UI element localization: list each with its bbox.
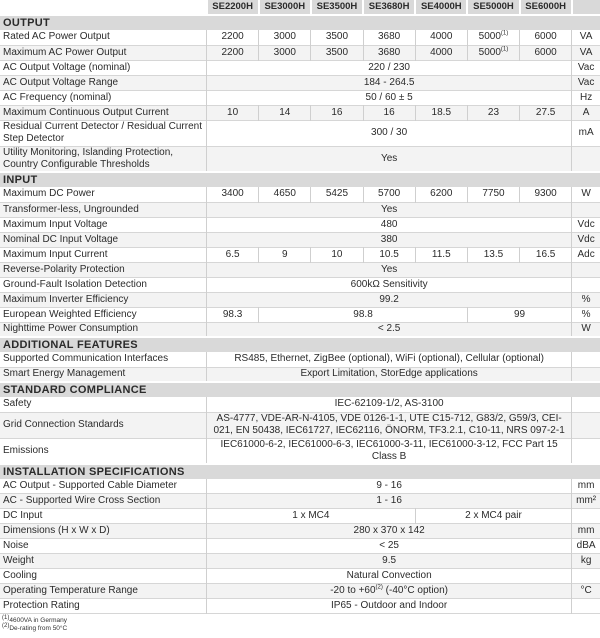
value-cell <box>363 105 415 120</box>
unit-cell <box>572 412 600 438</box>
unit-cell: °C <box>572 584 600 599</box>
value-cell <box>415 30 467 45</box>
value-text: 10.5 <box>379 248 399 260</box>
spec-row <box>0 75 600 90</box>
value-cell <box>259 187 311 202</box>
section-header <box>0 172 600 187</box>
spec-row <box>0 292 600 307</box>
row-label: Dimensions (H x W x D) <box>3 525 110 536</box>
value-text: 1 - 16 <box>376 495 402 506</box>
spec-row <box>0 217 600 232</box>
value-text: Export Limitation, StorEdge applications <box>300 368 478 380</box>
section-header <box>0 337 600 352</box>
unit-cell: VA <box>572 45 600 60</box>
header-blank <box>0 0 207 15</box>
section-header <box>0 382 600 397</box>
section-title: ADDITIONAL FEATURES <box>0 337 600 352</box>
value-suffix: (-40°C option) <box>382 585 449 596</box>
row-label: Maximum Input Voltage <box>3 218 108 230</box>
value-cell <box>415 45 467 60</box>
value-cell <box>311 187 363 202</box>
section-title: STANDARD COMPLIANCE <box>0 382 600 397</box>
unit-cell: W <box>572 187 600 202</box>
spec-row <box>0 187 600 202</box>
value-cell <box>467 247 519 262</box>
spec-row <box>0 105 600 120</box>
unit-cell <box>572 277 600 292</box>
value-text: 2200 <box>221 46 244 58</box>
row-label: Grid Connection Standards <box>3 419 124 430</box>
value-text: 3500 <box>325 46 349 58</box>
value-text: 7750 <box>482 188 505 200</box>
row-label: DC Input <box>3 510 43 521</box>
value-text: 5000 <box>478 46 501 58</box>
value-text: IEC-62109-1/2, AS-3100 <box>334 398 444 410</box>
unit-cell: VA <box>572 30 600 45</box>
value-cell <box>207 569 572 584</box>
unit-cell: W <box>572 322 600 337</box>
value-text: 9.5 <box>382 555 397 566</box>
spec-row <box>0 30 600 45</box>
model-header: SE5000H <box>467 0 519 15</box>
row-label: Utility Monitoring, Islanding Protection, Country Configurable Thresholds <box>3 146 174 170</box>
row-label: Cooling <box>3 570 37 581</box>
footnote <box>2 614 68 625</box>
spec-body <box>0 15 600 614</box>
unit-cell <box>572 569 600 584</box>
value-cell <box>207 367 572 382</box>
value-text: RS485, Ethernet, ZigBee (optional), WiFi (optional), Cellular (optional) <box>234 353 544 365</box>
value-text: 6200 <box>430 188 453 200</box>
row-label: Noise <box>3 540 29 551</box>
value-text: 98.8 <box>353 308 373 320</box>
footnote-ref: (2) <box>375 584 383 591</box>
value-cell <box>259 30 311 45</box>
unit-cell: Hz <box>572 90 600 105</box>
spec-row <box>0 412 600 438</box>
value-cell <box>207 539 572 554</box>
value-text: < 25 <box>379 540 399 551</box>
value-text: 13.5 <box>483 248 504 260</box>
value-text: 3680 <box>377 31 401 43</box>
row-label: Weight <box>3 555 34 566</box>
value-text: 11.5 <box>431 248 451 260</box>
value-text: 10 <box>227 106 239 118</box>
value-cell <box>207 292 572 307</box>
section-title: INSTALLATION SPECIFICATIONS <box>0 464 600 479</box>
model-header-row <box>0 0 600 15</box>
row-label: European Weighted Efficiency <box>3 308 137 320</box>
unit-cell: Adc <box>572 247 600 262</box>
footnote <box>2 622 68 633</box>
unit-cell <box>572 397 600 412</box>
footnotes <box>2 614 68 633</box>
spec-row <box>0 509 600 524</box>
value-cell <box>259 105 311 120</box>
spec-row <box>0 202 600 217</box>
value-cell <box>207 584 572 599</box>
unit-cell <box>572 599 600 614</box>
unit-cell <box>572 509 600 524</box>
value-text: 3000 <box>273 46 296 58</box>
section-header <box>0 464 600 479</box>
value-cell <box>207 397 572 412</box>
model-header: SE3000H <box>259 0 311 15</box>
row-label: Safety <box>3 398 32 410</box>
unit-cell <box>572 367 600 382</box>
row-label: Reverse-Polarity Protection <box>3 263 125 275</box>
value-cell <box>259 45 311 60</box>
value-cell <box>207 412 572 438</box>
value-cell <box>207 262 572 277</box>
unit-cell: % <box>572 292 600 307</box>
model-header: SE4000H <box>415 0 467 15</box>
spec-row <box>0 438 600 464</box>
value-text: Natural Convection <box>346 570 432 581</box>
spec-row <box>0 599 600 614</box>
row-label: AC Output - Supported Cable Diameter <box>3 479 177 491</box>
value-text: 10 <box>331 248 343 260</box>
value-cell <box>207 524 572 539</box>
value-text: 184 - 264.5 <box>363 76 415 88</box>
row-label: AC Output Voltage (nominal) <box>3 61 131 73</box>
value-text: 4650 <box>273 188 296 200</box>
spec-row <box>0 277 600 292</box>
value-cell <box>363 187 415 202</box>
row-label: Emissions <box>3 444 49 456</box>
model-header: SE3680H <box>363 0 415 15</box>
value-cell <box>207 105 259 120</box>
value-text: 18.5 <box>431 106 452 118</box>
value-cell <box>207 554 572 569</box>
value-cell <box>207 146 572 172</box>
row-label: AC Frequency (nominal) <box>3 91 112 103</box>
value-cell <box>207 494 572 509</box>
value-cell <box>311 247 363 262</box>
value-text: Yes <box>380 152 398 164</box>
spec-row <box>0 494 600 509</box>
value-cell <box>207 247 259 262</box>
value-cell <box>363 247 415 262</box>
row-label: Nighttime Power Consumption <box>3 323 139 335</box>
value-text: 4000 <box>430 46 453 58</box>
value-cell <box>520 247 572 262</box>
value-text: 6.5 <box>225 248 240 260</box>
unit-cell: % <box>572 307 600 322</box>
unit-cell: mA <box>572 120 600 146</box>
row-label: AC Output Voltage Range <box>3 76 119 88</box>
section-title: INPUT <box>0 172 600 187</box>
row-label: Protection Rating <box>3 600 80 611</box>
value-cell <box>467 307 571 322</box>
value-text: -20 to +60 <box>330 585 376 596</box>
unit-cell <box>572 352 600 367</box>
section-header <box>0 15 600 30</box>
value-cell <box>467 45 519 60</box>
value-text: < 2.5 <box>377 323 401 335</box>
row-label: Maximum AC Power Output <box>3 46 127 58</box>
unit-cell: Vdc <box>572 232 600 247</box>
row-label: Maximum Continuous Output Current <box>3 106 169 118</box>
unit-cell: mm <box>572 524 600 539</box>
spec-row <box>0 146 600 172</box>
value-cell <box>415 187 467 202</box>
value-cell <box>207 217 572 232</box>
spec-row <box>0 367 600 382</box>
value-cell <box>259 247 311 262</box>
row-label: Supported Communication Interfaces <box>3 353 169 365</box>
value-cell <box>259 307 468 322</box>
spec-row <box>0 584 600 599</box>
value-cell <box>363 45 415 60</box>
value-cell <box>207 438 572 464</box>
value-text: 9300 <box>534 188 557 200</box>
spec-row <box>0 247 600 262</box>
spec-row <box>0 554 600 569</box>
row-label: Residual Current Detector / Residual Current Step Detector <box>3 121 202 144</box>
spec-row <box>0 232 600 247</box>
row-label: Ground-Fault Isolation Detection <box>3 278 147 290</box>
value-cell <box>207 277 572 292</box>
value-cell <box>415 509 572 524</box>
unit-cell: kg <box>572 554 600 569</box>
value-text: 280 x 370 x 142 <box>353 525 425 536</box>
row-label: Rated AC Power Output <box>3 31 110 43</box>
unit-cell: mm² <box>572 494 600 509</box>
value-text: 2 x MC4 pair <box>465 510 522 521</box>
value-text: 6000 <box>534 46 557 58</box>
value-text: Yes <box>380 263 398 275</box>
value-text: 99.2 <box>379 293 399 305</box>
spec-row <box>0 569 600 584</box>
spec-row <box>0 120 600 146</box>
value-text: AS-4777, VDE-AR-N-4105, VDE 0126-1-1, UTE C15-712, G83/2, G59/3, CEI-021, EN 50438, IEC61727, IEC62116, ÖNORM, TF3.2.1, C10-11, NRS 097-2-1 <box>213 413 565 436</box>
value-text: 300 / 30 <box>371 127 408 138</box>
value-cell <box>207 202 572 217</box>
value-text: 220 / 230 <box>368 61 410 73</box>
value-text: 16 <box>383 106 395 118</box>
value-cell <box>311 105 363 120</box>
spec-row <box>0 262 600 277</box>
value-cell <box>520 45 572 60</box>
value-cell <box>207 187 259 202</box>
value-cell <box>467 105 519 120</box>
footnote-ref: (1) <box>500 46 509 53</box>
row-label: AC - Supported Wire Cross Section <box>3 495 161 506</box>
unit-cell: dBA <box>572 539 600 554</box>
value-cell <box>207 599 572 614</box>
row-label: Nominal DC Input Voltage <box>3 233 119 245</box>
value-cell <box>207 509 416 524</box>
value-text: 9 - 16 <box>376 479 402 491</box>
unit-cell: Vac <box>572 75 600 90</box>
value-text: 98.3 <box>222 308 243 320</box>
value-cell <box>520 30 572 45</box>
value-text: 5000 <box>478 31 501 43</box>
value-cell <box>520 105 572 120</box>
spec-row <box>0 45 600 60</box>
spec-row <box>0 90 600 105</box>
value-text: 4000 <box>430 31 453 43</box>
unit-cell: mm <box>572 479 600 494</box>
value-text: IEC61000-6-2, IEC61000-6-3, IEC61000-3-11, IEC61000-3-12, FCC Part 15 Class B <box>220 438 558 462</box>
spec-row <box>0 479 600 494</box>
row-label: Maximum Inverter Efficiency <box>3 293 129 305</box>
value-text: 9 <box>281 248 288 260</box>
row-label: Operating Temperature Range <box>3 585 138 596</box>
value-text: 1 x MC4 <box>292 510 330 521</box>
value-text: 5700 <box>377 188 401 200</box>
value-text: 3400 <box>221 188 244 200</box>
unit-header <box>572 0 600 15</box>
spec-row <box>0 539 600 554</box>
value-text: 2200 <box>221 31 244 43</box>
unit-cell <box>572 202 600 217</box>
value-text: 5425 <box>325 188 349 200</box>
spec-row <box>0 307 600 322</box>
model-header: SE6000H <box>520 0 572 15</box>
footnote-ref: (1) <box>500 30 509 37</box>
value-cell <box>207 75 572 90</box>
unit-cell <box>572 262 600 277</box>
spec-row <box>0 322 600 337</box>
value-text: 3000 <box>273 31 296 43</box>
spec-row <box>0 524 600 539</box>
value-text: 16 <box>331 106 343 118</box>
row-label: Smart Energy Management <box>3 368 126 380</box>
value-cell <box>520 187 572 202</box>
footnote-text: De-rating from 50°C <box>9 625 68 632</box>
value-cell <box>207 60 572 75</box>
model-header: SE2200H <box>207 0 259 15</box>
spec-row <box>0 60 600 75</box>
value-text: 480 <box>380 218 398 230</box>
value-cell <box>311 45 363 60</box>
unit-cell: Vac <box>572 60 600 75</box>
value-text: 600kΩ Sensitivity <box>350 278 428 290</box>
value-cell <box>207 479 572 494</box>
value-text: IP65 - Outdoor and Indoor <box>331 600 448 611</box>
footnote-mark: (1) <box>2 614 10 621</box>
value-cell <box>363 30 415 45</box>
value-cell <box>311 30 363 45</box>
value-cell <box>467 30 519 45</box>
value-text: 6000 <box>534 31 557 43</box>
unit-cell <box>572 438 600 464</box>
value-cell <box>207 352 572 367</box>
value-text: 16.5 <box>535 248 556 260</box>
value-text: 23 <box>487 106 500 118</box>
value-cell <box>207 45 259 60</box>
value-text: 27.5 <box>535 106 556 118</box>
value-text: 14 <box>279 106 291 118</box>
value-cell <box>415 105 467 120</box>
value-text: 3680 <box>377 46 401 58</box>
model-header: SE3500H <box>311 0 363 15</box>
value-text: 380 <box>380 233 398 245</box>
value-cell <box>415 247 467 262</box>
spec-row <box>0 352 600 367</box>
value-cell <box>467 187 519 202</box>
row-label: Maximum DC Power <box>3 188 95 200</box>
value-cell <box>207 307 259 322</box>
section-title: OUTPUT <box>0 15 600 30</box>
value-cell <box>207 90 572 105</box>
value-text: Yes <box>380 203 398 215</box>
value-text: 99 <box>513 308 526 320</box>
value-cell <box>207 322 572 337</box>
value-text: 3500 <box>325 31 349 43</box>
footnote-text: 4600VA in Germany <box>9 617 68 624</box>
unit-cell: Vdc <box>572 217 600 232</box>
value-text: 50 / 60 ± 5 <box>365 91 413 103</box>
value-cell <box>207 120 572 146</box>
spec-row <box>0 397 600 412</box>
row-label: Maximum Input Current <box>3 248 108 260</box>
unit-cell: A <box>572 105 600 120</box>
unit-cell <box>572 146 600 172</box>
footnote-mark: (2) <box>2 622 10 629</box>
value-cell <box>207 30 259 45</box>
value-cell <box>207 232 572 247</box>
row-label: Transformer-less, Ungrounded <box>3 203 139 215</box>
